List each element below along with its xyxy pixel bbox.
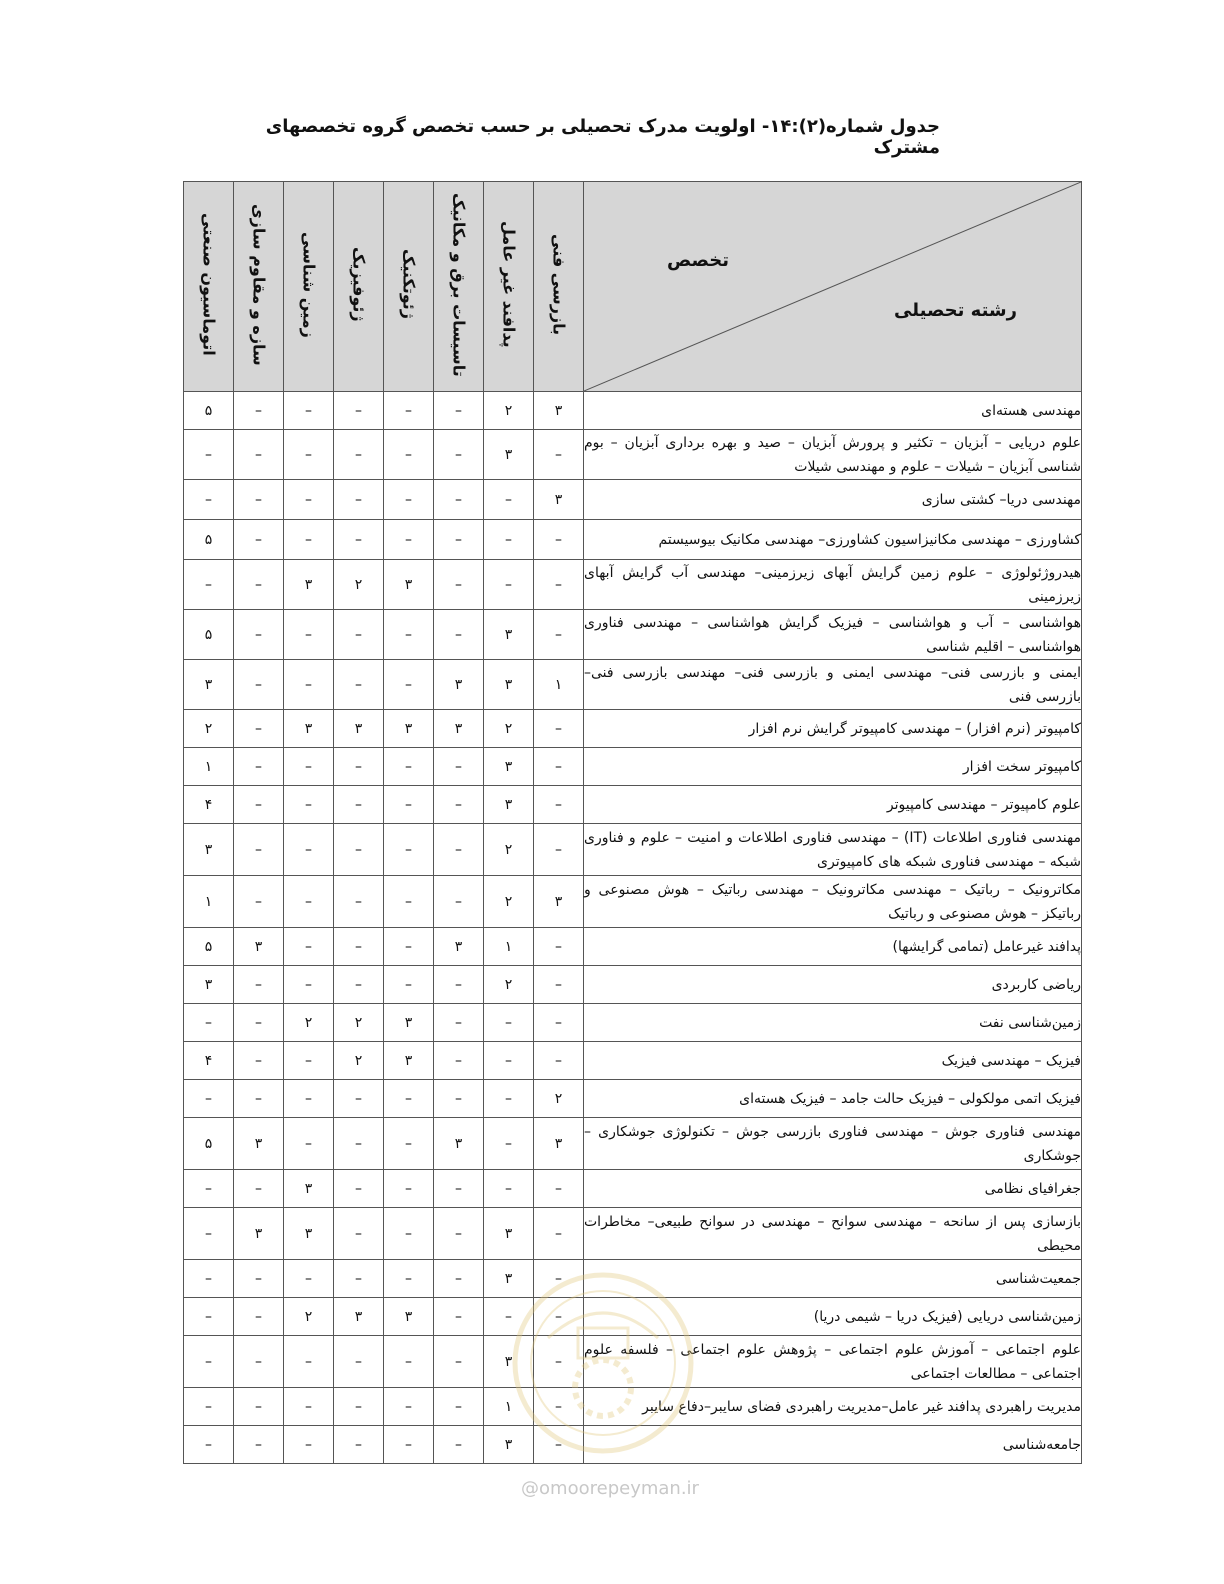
table-row [184,748,1082,786]
priority-value-cell: – [534,928,584,966]
priority-value-cell: ۵ [184,1118,234,1170]
priority-value-cell: – [284,430,334,480]
priority-value-cell: – [484,520,534,560]
priority-value-cell: ۳ [534,876,584,928]
priority-value-cell: – [534,710,584,748]
priority-value-cell: – [334,1388,384,1426]
priority-value-cell: – [334,824,384,876]
field-name-cell: مهندسی دریا– کشتی سازی [584,480,1082,520]
priority-value-cell: – [284,966,334,1004]
priority-value-cell: – [434,610,484,660]
priority-value-cell: – [184,1388,234,1426]
priority-value-cell: ۲ [484,392,534,430]
priority-value-cell: – [384,610,434,660]
column-header-inspection: بازرسی فنی [534,182,584,392]
table-row [184,560,1082,610]
table-row [184,1426,1082,1464]
priority-value-cell: – [334,1208,384,1260]
field-name-cell: ایمنی و بازرسی فنی– مهندسی ایمنی و بازرسی فنی– مهندسی بازرسی فنی– بازرسی فنی [584,660,1082,710]
priority-value-cell: – [184,1260,234,1298]
priority-value-cell: ۳ [384,1042,434,1080]
priority-value-cell: – [534,520,584,560]
priority-value-cell: ۳ [434,660,484,710]
priority-value-cell: – [534,1260,584,1298]
priority-value-cell: – [434,748,484,786]
priority-value-cell: ۱ [484,1388,534,1426]
priority-value-cell: ۳ [284,1208,334,1260]
priority-value-cell: – [484,1080,534,1118]
priority-value-cell: – [284,786,334,824]
priority-value-cell: – [284,520,334,560]
priority-value-cell: ۱ [184,748,234,786]
priority-value-cell: ۳ [384,710,434,748]
priority-value-cell: – [284,480,334,520]
field-name-cell: علوم دریایی – آبزیان – تکثیر و پرورش آبزیان – صید و بهره برداری آبزیان – بوم شناسی آبزیان – شیلات – علوم و مهندسی شیلات [584,430,1082,480]
priority-value-cell: – [384,1080,434,1118]
table-row [184,1388,1082,1426]
priority-value-cell: – [384,876,434,928]
priority-value-cell: ۲ [334,560,384,610]
priority-value-cell: – [534,1208,584,1260]
field-name-cell: مدیریت راهبردی پدافند غیر عامل–مدیریت راهبردی فضای سایبر–دفاع سایبر [584,1388,1082,1426]
priority-value-cell: – [234,824,284,876]
table-title: جدول شماره(۲):۱۴- اولویت مدرک تحصیلی بر حسب تخصص گروه تخصصهای مشترک [265,116,940,158]
priority-value-cell: ۳ [184,660,234,710]
priority-value-cell: ۳ [484,430,534,480]
priority-value-cell: – [434,824,484,876]
priority-value-cell: – [284,876,334,928]
priority-value-cell: ۳ [234,928,284,966]
priority-value-cell: – [234,1080,284,1118]
priority-value-cell: – [234,660,284,710]
table-row [184,392,1082,430]
priority-value-cell: – [384,1388,434,1426]
priority-value-cell: – [184,560,234,610]
priority-value-cell: – [184,1004,234,1042]
priority-value-cell: – [184,480,234,520]
priority-value-cell: – [284,1336,334,1388]
priority-value-cell: – [434,1170,484,1208]
priority-value-cell: – [334,610,384,660]
priority-value-cell: ۵ [184,928,234,966]
priority-value-cell: – [234,1336,284,1388]
priority-value-cell: – [234,392,284,430]
priority-value-cell: ۳ [334,710,384,748]
table-row [184,430,1082,480]
priority-value-cell: – [384,824,434,876]
priority-value-cell: – [434,560,484,610]
field-name-cell: علوم اجتماعی – آموزش علوم اجتماعی – پژوهش علوم اجتماعی – فلسفه علوم اجتماعی – مطالعات اجتماعی [584,1336,1082,1388]
priority-value-cell: – [434,480,484,520]
priority-value-cell: ۳ [284,710,334,748]
field-name-cell: زمین‌شناسی دریایی (فیزیک دریا – شیمی دریا) [584,1298,1082,1336]
priority-value-cell: – [534,1298,584,1336]
priority-value-cell: ۳ [484,1426,534,1464]
priority-value-cell: – [334,1170,384,1208]
priority-value-cell: ۴ [184,786,234,824]
priority-value-cell: – [234,1170,284,1208]
column-header-geophysics: ژئوفیزیک [334,182,384,392]
table-row [184,610,1082,660]
priority-value-cell: – [234,1426,284,1464]
table-row [184,1118,1082,1170]
priority-value-cell: ۴ [184,1042,234,1080]
priority-value-cell: – [534,1004,584,1042]
priority-value-cell: – [334,928,384,966]
table-row [184,824,1082,876]
priority-value-cell: ۳ [484,1336,534,1388]
priority-value-cell: – [334,430,384,480]
field-name-cell: علوم کامپیوتر – مهندسی کامپیوتر [584,786,1082,824]
priority-value-cell: – [434,1042,484,1080]
priority-value-cell: ۳ [284,560,334,610]
priority-value-cell: ۳ [484,1208,534,1260]
priority-value-cell: ۱ [184,876,234,928]
priority-value-cell: – [284,928,334,966]
priority-value-cell: – [284,748,334,786]
priority-value-cell: ۳ [434,928,484,966]
priority-value-cell: – [334,1118,384,1170]
priority-value-cell: – [234,1260,284,1298]
table-row [184,1004,1082,1042]
field-name-cell: هیدروژئولوژی – علوم زمین گرایش آبهای زیرزمینی– مهندسی آب گرایش آبهای زیرزمینی [584,560,1082,610]
priority-value-cell: – [534,824,584,876]
field-name-cell: هواشناسی – آب و هواشناسی – فیزیک گرایش هواشناسی – مهندسی فناوری هواشناسی – اقلیم شناسی [584,610,1082,660]
table-row [184,928,1082,966]
priority-value-cell: – [484,560,534,610]
priority-value-cell: – [234,1042,284,1080]
priority-value-cell: – [234,876,284,928]
priority-value-cell: – [384,392,434,430]
priority-value-cell: ۳ [534,392,584,430]
priority-value-cell: ۳ [534,480,584,520]
priority-value-cell: – [334,660,384,710]
priority-value-cell: – [384,1170,434,1208]
field-name-cell: کامپیوتر سخت افزار [584,748,1082,786]
priority-value-cell: – [284,1080,334,1118]
priority-value-cell: ۲ [484,824,534,876]
priority-value-cell: – [484,1298,534,1336]
priority-value-cell: – [334,786,384,824]
priority-value-cell: – [434,392,484,430]
priority-value-cell: – [184,430,234,480]
priority-value-cell: – [434,430,484,480]
priority-value-cell: – [384,660,434,710]
priority-value-cell: – [434,1336,484,1388]
table-row [184,520,1082,560]
field-name-cell: جامعه‌شناسی [584,1426,1082,1464]
priority-value-cell: – [384,1260,434,1298]
priority-value-cell: – [384,520,434,560]
priority-value-cell: ۱ [534,660,584,710]
column-header-electrical-mechanical: تاسیسات برق و مکانیک [434,182,484,392]
priority-value-cell: – [284,1388,334,1426]
priority-value-cell: ۲ [284,1298,334,1336]
priority-value-cell: – [534,1426,584,1464]
priority-value-cell: – [284,660,334,710]
priority-value-cell: ۳ [284,1170,334,1208]
table-row [184,1080,1082,1118]
priority-value-cell: – [484,1170,534,1208]
field-name-cell: جغرافیای نظامی [584,1170,1082,1208]
priority-value-cell: ۳ [334,1298,384,1336]
priority-value-cell: – [234,786,284,824]
priority-value-cell: ۵ [184,520,234,560]
priority-value-cell: – [334,876,384,928]
priority-value-cell: – [434,520,484,560]
priority-value-cell: – [334,748,384,786]
priority-value-cell: – [434,1080,484,1118]
priority-value-cell: – [284,1260,334,1298]
priority-value-cell: – [234,748,284,786]
priority-value-cell: – [234,520,284,560]
table-row [184,1042,1082,1080]
priority-value-cell: – [434,876,484,928]
priority-value-cell: ۳ [484,786,534,824]
column-header-geotechnics: ژئوتکنیک [384,182,434,392]
priority-value-cell: – [384,1208,434,1260]
priority-table [183,181,1082,1464]
priority-value-cell: – [434,1426,484,1464]
priority-value-cell: – [184,1298,234,1336]
priority-value-cell: ۳ [384,1004,434,1042]
priority-value-cell: ۳ [534,1118,584,1170]
table-body [184,392,1082,1464]
field-name-cell: پدافند غیرعامل (تمامی گرایشها) [584,928,1082,966]
priority-value-cell: – [284,1042,334,1080]
priority-value-cell: – [384,966,434,1004]
priority-value-cell: – [334,1080,384,1118]
priority-value-cell: ۳ [484,1260,534,1298]
table-row [184,1170,1082,1208]
priority-value-cell: – [334,1260,384,1298]
priority-value-cell: ۲ [484,966,534,1004]
priority-value-cell: – [334,966,384,1004]
priority-value-cell: ۲ [284,1004,334,1042]
priority-value-cell: ۳ [434,1118,484,1170]
priority-value-cell: ۳ [484,660,534,710]
field-name-cell: بازسازی پس از سانحه – مهندسی سوانح – مهندسی در سوانح طبیعی– مخاطرات محیطی [584,1208,1082,1260]
table-row [184,876,1082,928]
priority-value-cell: ۳ [184,966,234,1004]
priority-value-cell: ۳ [234,1208,284,1260]
priority-value-cell: – [434,1004,484,1042]
column-header-passive-defense: پدافند غیر عامل [484,182,534,392]
priority-value-cell: – [384,480,434,520]
priority-value-cell: ۳ [184,824,234,876]
field-name-cell: زمین‌شناسی نفت [584,1004,1082,1042]
field-name-cell: مکاترونیک – رباتیک – مهندسی مکاترونیک – مهندسی رباتیک – هوش مصنوعی و رباتیکز – هوش مصنوعی و رباتیک [584,876,1082,928]
priority-value-cell: – [334,1336,384,1388]
priority-value-cell: – [184,1208,234,1260]
priority-value-cell: – [384,928,434,966]
table-row [184,1298,1082,1336]
column-header-structure-retrofit: سازه و مقاوم سازی [234,182,284,392]
priority-value-cell: – [534,430,584,480]
column-header-industrial-automation: اتوماسیون صنعتی [184,182,234,392]
priority-value-cell: ۵ [184,392,234,430]
table-row [184,786,1082,824]
field-name-cell: مهندسی فناوری اطلاعات (IT) – مهندسی فناوری اطلاعات و امنیت – علوم و فناوری شبکه – مهندسی فناوری شبکه های کامپیوتری [584,824,1082,876]
priority-value-cell: – [484,1004,534,1042]
diagonal-divider [584,182,1081,391]
priority-value-cell: – [284,1426,334,1464]
priority-value-cell: – [284,1118,334,1170]
priority-value-cell: – [534,966,584,1004]
priority-value-cell: ۲ [484,876,534,928]
priority-value-cell: – [484,1118,534,1170]
priority-value-cell: – [434,1208,484,1260]
table-row [184,1208,1082,1260]
priority-value-cell: – [184,1080,234,1118]
table-row [184,1260,1082,1298]
priority-value-cell: – [534,748,584,786]
specialty-label: تخصص [666,250,729,271]
priority-value-cell: – [334,480,384,520]
priority-value-cell: – [184,1170,234,1208]
priority-value-cell: – [384,1426,434,1464]
header-corner-cell [584,182,1082,392]
priority-value-cell: ۳ [234,1118,284,1170]
priority-value-cell: – [234,560,284,610]
priority-value-cell: ۲ [484,710,534,748]
footer-watermark: @omoorepeyman.ir [521,1478,699,1499]
priority-value-cell: – [184,1426,234,1464]
priority-value-cell: ۲ [184,710,234,748]
field-name-cell: جمعیت‌شناسی [584,1260,1082,1298]
priority-value-cell: – [534,610,584,660]
priority-value-cell: – [334,392,384,430]
priority-value-cell: – [384,1336,434,1388]
priority-value-cell: – [184,1336,234,1388]
field-name-cell: مهندسی هسته‌ای [584,392,1082,430]
priority-value-cell: ۳ [384,560,434,610]
priority-value-cell: ۳ [484,610,534,660]
field-name-cell: فیزیک اتمی مولکولی – فیزیک حالت جامد – فیزیک هسته‌ای [584,1080,1082,1118]
priority-value-cell: – [384,748,434,786]
table-row [184,660,1082,710]
field-label: رشته تحصیلی [894,300,1017,321]
table-row [184,480,1082,520]
priority-value-cell: – [284,824,334,876]
priority-value-cell: – [484,480,534,520]
priority-value-cell: – [234,480,284,520]
priority-value-cell: ۲ [334,1004,384,1042]
priority-value-cell: ۳ [384,1298,434,1336]
field-name-cell: فیزیک – مهندسی فیزیک [584,1042,1082,1080]
priority-value-cell: ۵ [184,610,234,660]
priority-value-cell: ۲ [334,1042,384,1080]
priority-value-cell: – [234,1298,284,1336]
priority-value-cell: – [384,786,434,824]
priority-value-cell: – [384,1118,434,1170]
priority-value-cell: – [534,786,584,824]
priority-value-cell: – [284,610,334,660]
field-name-cell: کامپیوتر (نرم افزار) – مهندسی کامپیوتر گرایش نرم افزار [584,710,1082,748]
priority-value-cell: – [284,392,334,430]
priority-value-cell: – [434,966,484,1004]
priority-value-cell: – [334,520,384,560]
priority-value-cell: – [234,1388,284,1426]
column-header-geology: زمین شناسی [284,182,334,392]
field-name-cell: کشاورزی – مهندسی مکانیزاسیون کشاورزی– مهندسی مکانیک بیوسیستم [584,520,1082,560]
field-name-cell: مهندسی فناوری جوش – مهندسی فناوری بازرسی جوش – تکنولوژی جوشکاری – جوشکاری [584,1118,1082,1170]
priority-value-cell: – [434,786,484,824]
priority-value-cell: – [334,1426,384,1464]
priority-value-cell: – [534,1388,584,1426]
priority-value-cell: – [234,966,284,1004]
priority-value-cell: ۱ [484,928,534,966]
priority-value-cell: – [534,1042,584,1080]
table-row [184,966,1082,1004]
priority-value-cell: – [534,560,584,610]
table-row [184,1336,1082,1388]
priority-value-cell: – [484,1042,534,1080]
priority-value-cell: – [384,430,434,480]
priority-value-cell: ۳ [434,710,484,748]
table-row [184,710,1082,748]
priority-value-cell: ۳ [484,748,534,786]
priority-value-cell: – [234,710,284,748]
priority-value-cell: – [434,1388,484,1426]
table-header-row [184,182,1082,392]
priority-value-cell: – [234,430,284,480]
field-name-cell: ریاضی کاربردی [584,966,1082,1004]
priority-value-cell: – [234,610,284,660]
priority-value-cell: – [234,1004,284,1042]
priority-value-cell: – [434,1260,484,1298]
priority-value-cell: – [434,1298,484,1336]
priority-value-cell: ۲ [534,1080,584,1118]
priority-value-cell: – [534,1170,584,1208]
priority-value-cell: – [534,1336,584,1388]
